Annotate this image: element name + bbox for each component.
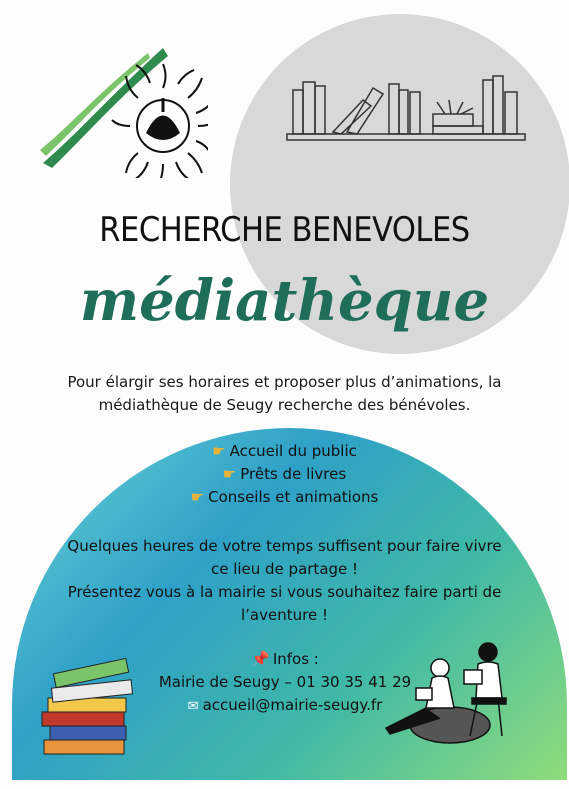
- page-title: RECHERCHE BENEVOLES: [99, 210, 470, 250]
- list-item-label: Prêts de livres: [240, 465, 347, 483]
- message-line: Quelques heures de votre temps suffisent pour faire vivre: [67, 537, 502, 555]
- intro-line: médiathèque de Seugy recherche des bénévoles.: [98, 396, 471, 414]
- list-item: [0, 486, 569, 509]
- pointing-hand-icon: ☛: [190, 488, 205, 506]
- message-line: Présentez vous à la mairie si vous souhaitez faire parti de: [67, 583, 502, 601]
- books-stack-illustration: [38, 650, 143, 760]
- mission-list: [0, 440, 569, 509]
- page-subtitle: médiathèque: [79, 268, 490, 334]
- pointing-hand-icon: ☛: [222, 465, 237, 483]
- readers-illustration: [360, 640, 530, 750]
- list-item-label: Accueil du public: [229, 442, 357, 460]
- bookshelf-illustration: [285, 72, 530, 152]
- infos-label: Infos :: [272, 650, 319, 668]
- envelope-icon: ✉: [187, 699, 199, 714]
- pointing-hand-icon: ☛: [212, 442, 226, 460]
- list-item: [0, 463, 569, 486]
- call-to-action: [40, 535, 529, 627]
- message-line: l’aventure !: [241, 606, 328, 624]
- phone-line: Mairie de Seugy – 01 30 35 41 29: [158, 673, 412, 691]
- message-line: ce lieu de partage !: [210, 560, 359, 578]
- intro-text: [20, 371, 549, 417]
- pushpin-icon: 📌: [251, 650, 270, 668]
- intro-line: Pour élargir ses horaires et proposer plus d’animations, la: [67, 373, 502, 391]
- list-item-label: Conseils et animations: [208, 488, 379, 506]
- list-item: [0, 440, 569, 463]
- town-logo: [38, 38, 208, 178]
- email-link[interactable]: accueil@mairie-seugy.fr: [202, 696, 383, 714]
